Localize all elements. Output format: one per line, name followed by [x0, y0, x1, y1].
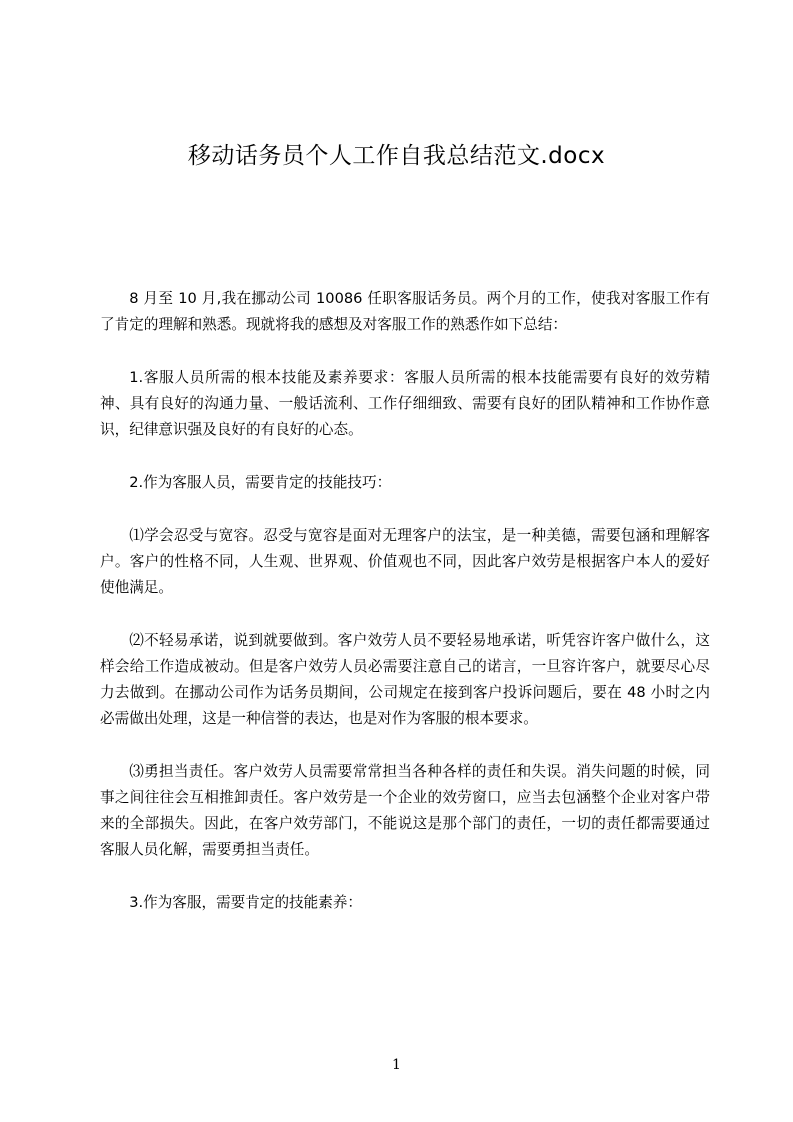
paragraph-intro: 8 月至 10 月,我在挪动公司 10086 任职客服话务员。两个月的工作，使我对客服工作有了肯定的理解和熟悉。现就将我的感想及对客服工作的熟悉作如下总结： [100, 290, 710, 333]
paragraph-section-1: 1.客服人员所需的根本技能及素养要求：客服人员所需的根本技能需要有良好的效劳精神、具有良好的沟通力量、一般话流利、工作仔细细致、需要有良好的团队精神和工作协作意识，纪律意识强及良好的有良好的心态。 [100, 369, 710, 438]
document-body [100, 286, 710, 943]
paragraph-item-3: ⑶勇担当责任。客户效劳人员需要常常担当各种各样的责任和失误。消失问题的时候，同事之间往往会互相推卸责任。客户效劳是一个企业的效劳窗口，应当去包涵整个企业对客户带来的全部损失。因此，在客户效劳部门，不能说这是那个部门的责任，一切的责任都需要通过客服人员化解，需要勇担当责任。 [100, 763, 710, 858]
document-title: 移动话务员个人工作自我总结范文.docx [187, 143, 606, 169]
paragraph-item-1: ⑴学会忍受与宽容。忍受与宽容是面对无理客户的法宝，是一种美德，需要包涵和理解客户。客户的性格不同，人生观、世界观、价值观也不同，因此客户效劳是根据客户本人的爱好使他满足。 [100, 527, 710, 596]
paragraph-section-3: 3.作为客服，需要肯定的技能素养： [129, 894, 363, 911]
page-number: 1 [392, 1057, 401, 1073]
paragraph-section-2: 2.作为客服人员，需要肯定的技能技巧： [129, 474, 392, 491]
paragraph-item-2: ⑵不轻易承诺，说到就要做到。客户效劳人员不要轻易地承诺，听凭容许客户做什么，这样会给工作造成被动。但是客户效劳人员必需要注意自己的诺言，一旦容许客户，就要尽心尽力去做到。在挪动公司作为话务员期间，公司规定在接到客户投诉问题后，要在 48 小时之内必需做出处理，这是一种信誉的表达，也是对作为客服的根本要求。 [100, 632, 710, 727]
